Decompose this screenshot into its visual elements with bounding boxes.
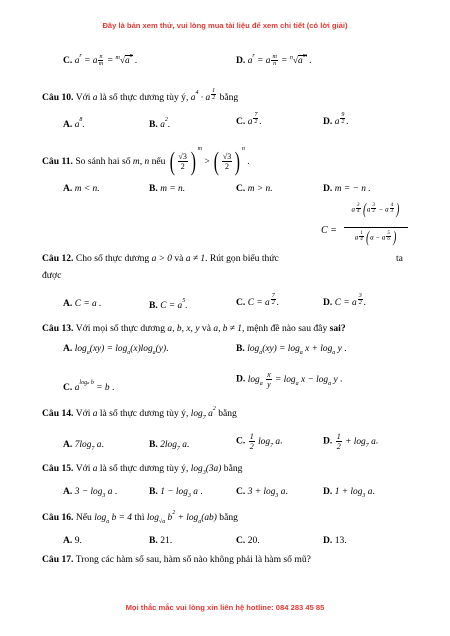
q12-option-b: B. $C = a^5$. [149,298,188,311]
question-label: Câu 10. [42,92,74,103]
q11-option-d: D. m = − n . [323,183,371,194]
q16-option-d: D. 13. [323,535,347,546]
question-16: Câu 16. Nếu $\log_a b = 4$ thì $\log_{√a} b^2 + \log_a(ab)$ bằng [42,510,238,525]
q15-option-c: C. $3 + \log_3 a$. [236,486,288,499]
q10-option-c: C. a $\frac{7}{2}$ . [236,112,262,127]
q10-option-b: B. $a^2$. [149,117,171,130]
q12-option-d: D. C = a $\frac{3}{2}$ . [323,293,367,308]
question-13: Câu 13. Với mọi số thực dương a, b, x, y và a, b ≠ 1, mệnh đề nào sau đây sai? [42,323,346,334]
q13-option-b: B. $\log_a(xy) = \log_a x + \log_a y$ . [236,343,347,356]
q11-option-a: A. m < n. [63,183,100,194]
q12-option-a: A. C = a . [63,298,102,309]
question-label: Câu 16. [42,512,74,523]
header-notice: Đây là bản xem thử, vui lòng mua tài liệu để xem chi tiết (có lời giải) [102,21,348,30]
q12-denominator: a $\frac{1}{4}$ (a − a $\frac{5}{6}$ ) [354,229,397,246]
question-11: Câu 11. So sánh hai số m, n nếu ( $\frac{√3}{2}$ ) $^m$ > ( $\frac{√3}{2}$ ) $^n$ . [42,146,250,176]
q14-option-b: B. $2\log_7$ a. [149,439,190,452]
question-15: Câu 15. Với a là số thực dương tùy ý, $\log_3(3a)$ bằng [42,463,243,476]
q12-option-c: C. C = a $\frac{7}{2}$ . [236,293,280,308]
question-label: Câu 14. [42,408,74,419]
q12-text-duoc: được [42,270,62,281]
question-label: Câu 13. [42,323,74,334]
question-12: Câu 12. Cho số thực dương a > 0 và a ≠ 1. Rút gọn biểu thức [42,253,279,264]
q14-option-c: C. $\frac{1}{2}$ $\log_7 a$. [236,432,283,451]
q14-option-a: A. $7\log_7$ a. [63,439,104,452]
q13-option-c: C. $a^{loga b} = b$ . [63,380,115,393]
q16-option-a: A. 9. [63,535,82,546]
option-label: D. [236,55,246,66]
q11-option-b: B. m = n. [149,183,186,194]
question-label: Câu 15. [42,463,74,474]
option-label: C. [63,55,73,66]
q12-fraction-bar [344,227,408,228]
q9-option-c: C. $a^r = a$ $\frac{n}{m}$ = $^m√a^n$ . [63,53,138,68]
question-label: Câu 11. [42,156,73,167]
q10-option-d: D. a $\frac{9}{2}$ . [323,112,349,127]
q13-option-a: A. $\log_a(xy) = \log_a(x)\log_a(y)$. [63,343,169,356]
question-10: Câu 10. Với a là số thực dương tùy ý, $a^4 \cdot a$ $\frac{1}{2}$ bằng [42,88,239,103]
q16-option-c: C. 20. [236,535,260,546]
question-label: Câu 12. [42,253,74,264]
q16-option-b: B. 21. [149,535,173,546]
q12-text-ta: ta [396,253,403,264]
q11-option-c: C. m > n. [236,183,273,194]
q15-option-b: B. $1 - \log_3 a$ . [149,486,203,499]
q9-option-d: D. $a^r = a$ $\frac{m}{n}$ = $^n√a^m$ . [236,53,312,68]
q13-option-d: D. $\log_a$ $\frac{x}{y}$ = $\log_a x - \log_a y$ . [236,370,343,389]
q10-option-a: A. $a^8$. [63,117,85,130]
q15-option-a: A. $3 - \log_3 a$ . [63,486,118,499]
q14-option-d: D. $\frac{1}{2}$ + $\log_7 a$. [323,432,379,451]
q12-numerator: a $\frac{3}{4}$ (a $\frac{3}{2}$ − a $\frac{4}{3}$ ) [351,201,400,218]
question-label: Câu 17. [42,554,74,565]
q12-expression: C = [321,225,337,236]
question-14: Câu 14. Với a là số thực dương tùy ý, $\log_7 a^2$ bằng [42,406,237,421]
question-17: Câu 17. Trong các hàm số sau, hàm số nào không phải là hàm số mũ? [42,554,311,565]
footer-notice: Mọi thắc mắc vui lòng xin liên hệ hotline: 084 283 45 85 [125,603,325,612]
q15-option-d: D. $1 + \log_3 a$. [323,486,375,499]
